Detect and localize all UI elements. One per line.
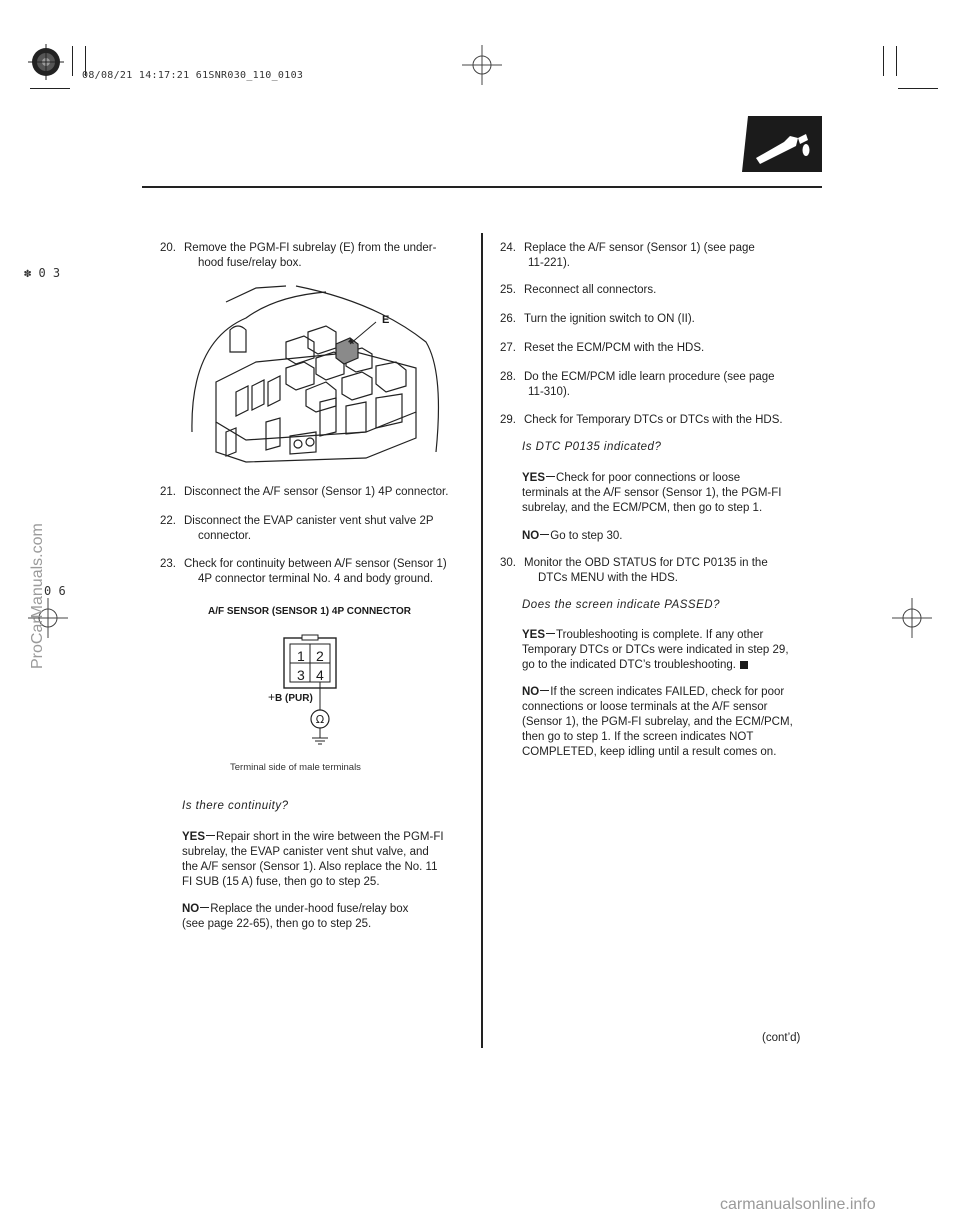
step-text: 4P connector terminal No. 4 and body ground. — [198, 573, 434, 585]
plus-icon: + — [268, 690, 276, 704]
passed-question: Does the screen indicate PASSED? — [522, 599, 720, 611]
answer-text: terminals at the A/F sensor (Sensor 1), the PGM-FI — [522, 487, 782, 499]
answer-text: FI SUB (15 A) fuse, then go to step 25. — [182, 876, 380, 888]
step-number: 29. — [500, 414, 516, 426]
watermark-left: ProCarManuals.com — [29, 523, 46, 669]
answer-text: subrelay, and the ECM/PCM, then go to step 1. — [522, 502, 763, 514]
step-text: 11-221). — [528, 257, 570, 269]
fuse-relay-box-illustration — [186, 282, 446, 468]
step-text: Reconnect all connectors. — [524, 284, 657, 296]
terminal-caption: Terminal side of male terminals — [230, 762, 361, 773]
connector-pin-label: 1 — [297, 648, 305, 664]
margin-mark: 0 6 — [44, 584, 66, 598]
step-number: 22. — [160, 515, 176, 527]
step-text: Disconnect the A/F sensor (Sensor 1) 4P connector. — [184, 486, 449, 498]
answer-text: subrelay, the EVAP canister vent shut valve, and — [182, 846, 429, 858]
answer-text: connections or loose terminals at the A/F sensor — [522, 701, 768, 713]
no-label: NO — [182, 903, 200, 915]
step-number: 21. — [160, 486, 176, 498]
answer-text: Check for poor connections or loose — [556, 472, 741, 484]
answer-yes — [182, 830, 482, 890]
crop-mark — [30, 88, 70, 89]
step-text: Reset the ECM/PCM with the HDS. — [524, 342, 705, 354]
continued-label: (cont’d) — [762, 1032, 801, 1044]
svg-text:Ω: Ω — [315, 713, 325, 726]
header-rule — [142, 186, 822, 188]
step-text: Disconnect the EVAP canister vent shut valve 2P — [184, 515, 434, 527]
connector-pin-label: 3 — [297, 667, 305, 683]
print-stamp: 08/08/21 14:17:21 61SNR030_110_0103 — [82, 70, 304, 81]
no-label: NO — [522, 530, 540, 542]
step-text: 11-310). — [528, 386, 570, 398]
step-text: Do the ECM/PCM idle learn procedure (see page — [524, 371, 775, 383]
watermark-bottom: carmanualsonline.info — [720, 1196, 876, 1213]
step-text: Check for Temporary DTCs or DTCs with the HDS. — [524, 414, 783, 426]
step-number: 25. — [500, 284, 516, 296]
crosshair-mark-icon — [892, 598, 932, 638]
step-text: hood fuse/relay box. — [198, 257, 302, 269]
step-number: 24. — [500, 242, 516, 254]
step-text: Monitor the OBD STATUS for DTC P0135 in the — [524, 557, 768, 569]
step-text: Turn the ignition switch to ON (II). — [524, 313, 695, 325]
connector-title: A/F SENSOR (SENSOR 1) 4P CONNECTOR — [208, 606, 411, 617]
yes-label: YES — [522, 472, 546, 484]
ohmmeter-ground-icon — [308, 704, 334, 748]
answer-text: then go to step 1. If the screen indicates NOT — [522, 731, 754, 743]
crop-mark — [896, 46, 897, 76]
crop-mark — [72, 46, 73, 76]
step-number: 30. — [500, 557, 516, 569]
connector-pin-label: 2 — [316, 648, 324, 664]
answer-text: Troubleshooting is complete. If any other — [556, 629, 764, 641]
end-of-section-icon — [740, 661, 748, 669]
connector-pin-label: 4 — [316, 667, 324, 683]
crop-mark — [883, 46, 884, 76]
answer-text: COMPLETED, keep idling until a result comes on. — [522, 746, 777, 758]
answer-no — [522, 685, 822, 760]
step-text: Replace the A/F sensor (Sensor 1) (see page — [524, 242, 755, 254]
yes-label: YES — [522, 629, 546, 641]
answer-text: Temporary DTCs or DTCs were indicated in step 29, — [522, 644, 789, 656]
answer-no — [182, 902, 482, 932]
answer-yes — [522, 628, 822, 673]
step-text: Remove the PGM-FI subrelay (E) from the under- — [184, 242, 437, 254]
step-number: 23. — [160, 558, 176, 570]
step-number: 26. — [500, 313, 516, 325]
registration-target-icon — [28, 44, 64, 80]
step-number: 28. — [500, 371, 516, 383]
step-text: Check for continuity between A/F sensor (Sensor 1) — [184, 558, 447, 570]
answer-text: Replace the under-hood fuse/relay box — [210, 903, 409, 915]
crosshair-mark-icon — [462, 45, 502, 85]
answer-text: Repair short in the wire between the PGM-FI — [216, 831, 444, 843]
no-label: NO — [522, 686, 540, 698]
step-number: 20. — [160, 242, 176, 254]
step-text: connector. — [198, 530, 252, 542]
figure-label-e: E — [382, 314, 390, 326]
answer-no — [522, 529, 822, 544]
crop-mark — [898, 88, 938, 89]
fuel-system-section-icon — [742, 116, 822, 172]
answer-text: go to the indicated DTC’s troubleshooting. — [522, 659, 736, 671]
answer-text: the A/F sensor (Sensor 1). Also replace the No. 11 — [182, 861, 438, 873]
wire-label — [268, 690, 313, 704]
wire-label-text: B (PUR) — [275, 693, 313, 704]
answer-text: (Sensor 1), the PGM-FI subrelay, and the ECM/PCM, — [522, 716, 793, 728]
step-text: DTCs MENU with the HDS. — [538, 572, 678, 584]
continuity-question: Is there continuity? — [182, 800, 289, 812]
answer-text: (see page 22-65), then go to step 25. — [182, 918, 372, 930]
yes-label: YES — [182, 831, 206, 843]
answer-text: Go to step 30. — [550, 530, 623, 542]
step-number: 27. — [500, 342, 516, 354]
answer-text: If the screen indicates FAILED, check for poor — [550, 686, 785, 698]
answer-yes — [522, 471, 822, 516]
dtc-question: Is DTC P0135 indicated? — [522, 441, 662, 453]
margin-mark: ✽ 0 3 — [24, 266, 61, 280]
